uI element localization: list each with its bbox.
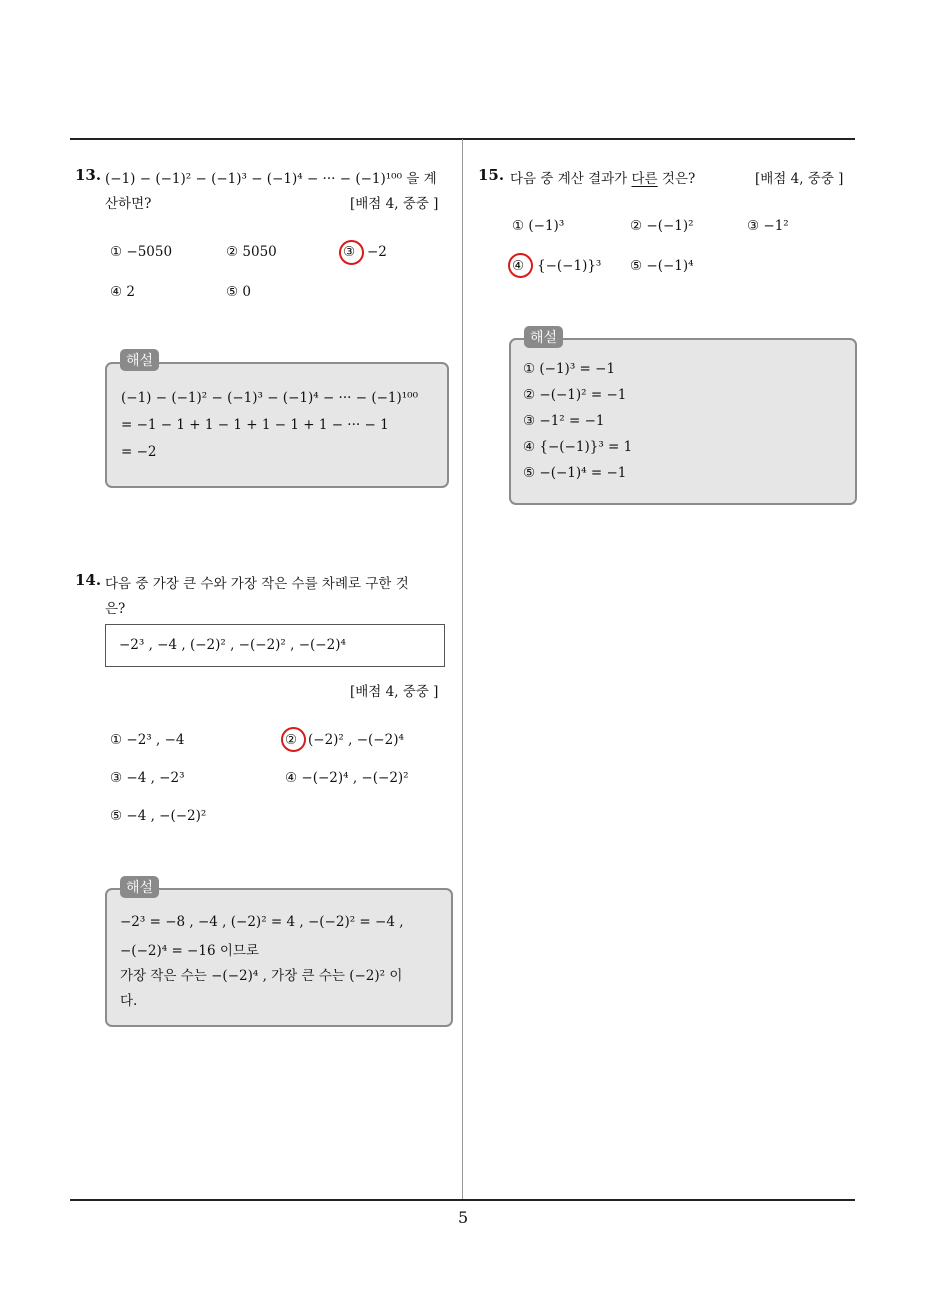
choice-2[interactable]: ② 5050 (226, 244, 277, 260)
choice-3[interactable]: ③ −1² (747, 218, 789, 234)
solution-tag: 해설 (120, 876, 159, 898)
question-number: 15. (478, 166, 505, 184)
solution-line: 가장 작은 수는 −(−2)⁴ , 가장 큰 수는 (−2)² 이 (120, 968, 403, 984)
choice-2[interactable]: ② −(−1)² (630, 218, 694, 234)
solution-line: −(−2)⁴ = −16 이므로 (120, 943, 259, 959)
choice-4-value[interactable]: {−(−1)}³ (537, 258, 602, 274)
choice-5[interactable]: ⑤ −4 , −(−2)² (110, 808, 207, 824)
question-text-underlined: 다른 (631, 171, 658, 187)
question-text-line2: 산하면? (105, 196, 152, 212)
solution-line: (−1) − (−1)² − (−1)³ − (−1)⁴ − ··· − (−1)¹⁰⁰ (121, 390, 418, 406)
solution-line: ③ −1² = −1 (523, 413, 605, 429)
choice-5[interactable]: ⑤ −(−1)⁴ (630, 258, 694, 274)
choice-1[interactable]: ① (−1)³ (512, 218, 565, 234)
question-text-pre: 다음 중 계산 결과가 (510, 171, 632, 187)
question-text-line2: 은? (105, 601, 126, 617)
solution-line: ④ {−(−1)}³ = 1 (523, 439, 633, 455)
given-numbers-box (105, 624, 445, 667)
solution-line: ① (−1)³ = −1 (523, 361, 616, 377)
solution-line: 다. (120, 993, 138, 1009)
choice-3-number[interactable]: ③ (343, 244, 356, 260)
choice-4[interactable]: ④ 2 (110, 284, 135, 300)
question-text-line1: 다음 중 가장 큰 수와 가장 작은 수를 차례로 구한 것 (105, 576, 409, 592)
question-text (510, 167, 695, 187)
solution-box (105, 362, 449, 488)
solution-box (105, 888, 453, 1027)
solution-tag: 해설 (120, 349, 159, 371)
question-number: 14. (75, 571, 102, 589)
choice-1[interactable]: ① −5050 (110, 244, 173, 260)
question-number: 13. (75, 166, 102, 184)
question-text-post: 것은? (657, 171, 696, 187)
solution-box (509, 338, 857, 505)
choice-2-value[interactable]: (−2)² , −(−2)⁴ (308, 732, 404, 748)
choice-3-value[interactable]: −2 (367, 244, 387, 260)
choice-1[interactable]: ① −2³ , −4 (110, 732, 185, 748)
given-numbers: −2³ , −4 , (−2)² , −(−2)² , −(−2)⁴ (119, 637, 346, 653)
bottom-rule (70, 1199, 855, 1201)
question-text-line1: (−1) − (−1)² − (−1)³ − (−1)⁴ − ··· − (−1)¹⁰⁰ 을 계 (105, 171, 437, 187)
choice-5[interactable]: ⑤ 0 (226, 284, 251, 300)
choice-2-number[interactable]: ② (285, 732, 298, 748)
solution-line: = −2 (121, 444, 157, 460)
column-divider (462, 139, 463, 1201)
solution-line: ② −(−1)² = −1 (523, 387, 627, 403)
solution-line: −2³ = −8 , −4 , (−2)² = 4 , −(−2)² = −4 , (120, 914, 404, 930)
page-number: 5 (458, 1208, 469, 1227)
question-meta: [배점 4, 중중 ] (755, 171, 844, 187)
solution-line: = −1 − 1 + 1 − 1 + 1 − 1 + 1 − ··· − 1 (121, 417, 389, 433)
question-meta: [배점 4, 중중 ] (350, 684, 439, 700)
choice-4[interactable]: ④ −(−2)⁴ , −(−2)² (285, 770, 409, 786)
choice-4-number[interactable]: ④ (512, 258, 525, 274)
solution-line: ⑤ −(−1)⁴ = −1 (523, 465, 627, 481)
choice-3[interactable]: ③ −4 , −2³ (110, 770, 185, 786)
solution-tag: 해설 (524, 326, 563, 348)
question-meta: [배점 4, 중중 ] (350, 196, 439, 212)
